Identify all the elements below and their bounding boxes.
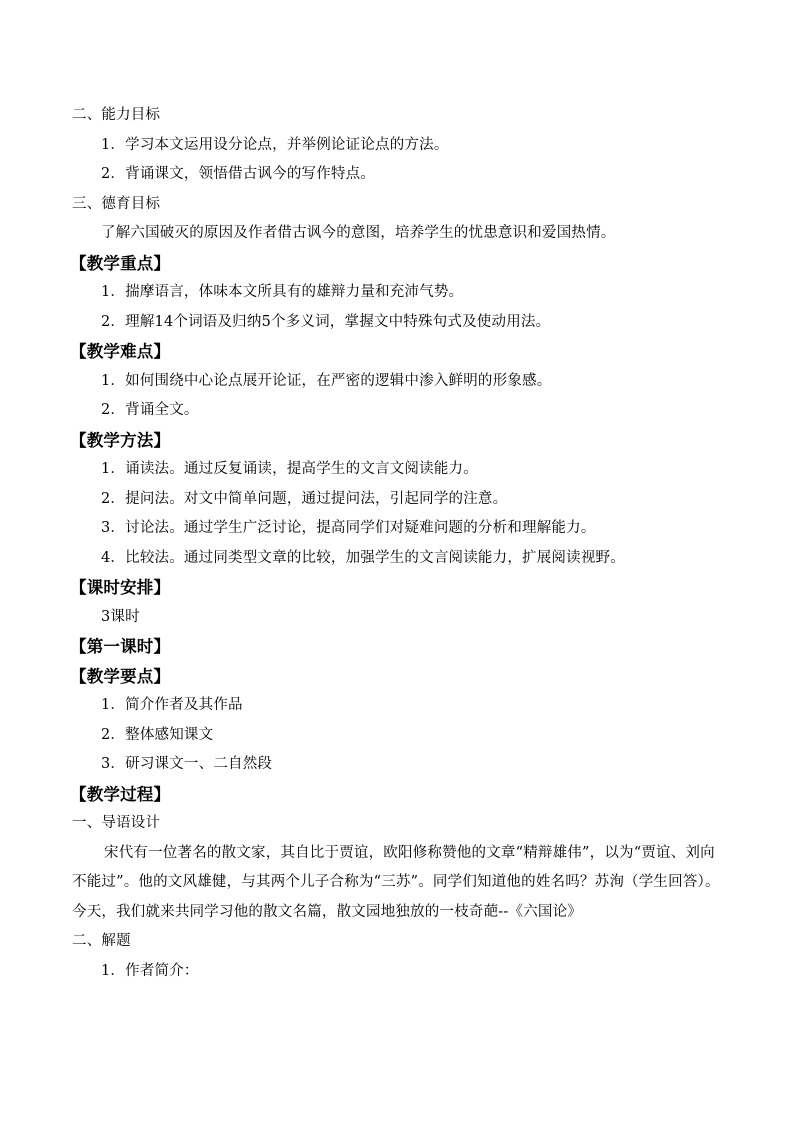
heading-teaching-focus: 【教学重点】	[70, 253, 171, 273]
list-item: 1．如何围绕中心论点展开论证，在严密的逻辑中渗入鲜明的形象感。	[101, 372, 552, 389]
list-item: 4．比较法。通过同类型文章的比较，加强学生的文言阅读能力，扩展阅读视野。	[101, 549, 625, 566]
heading-teaching-process: 【教学过程】	[70, 784, 171, 804]
list-item: 了解六国破灭的原因及作者借古讽今的意图，培养学生的忧患意识和爱国热情。	[101, 225, 616, 241]
heading-class-schedule: 【课时安排】	[70, 578, 171, 597]
list-item: 3．研习课文一、二自然段	[101, 756, 273, 772]
list-item: 2．整体感知课文	[101, 726, 214, 743]
heading-teaching-difficulty: 【教学难点】	[70, 342, 171, 361]
section-moral-goals: 三、德育目标	[72, 195, 161, 212]
heading-teaching-points: 【教学要点】	[70, 666, 171, 686]
heading-first-period: 【第一课时】	[70, 637, 171, 656]
list-item: 1．简介作者及其作品	[101, 697, 243, 713]
intro-paragraph: 宋代有一位著名的散文家，其自比于贾谊，欧阳修称赞他的文章“精辩雄伟”，以为“贾谊、刘向不能过”。他的文风雄健，与其两个儿子合称为“三苏”。同学们知道他的姓名吗？苏洵（学生回答）。今天，我们就来共同学习他的散文名篇，散文园地独放的一枝奇葩--《六国论》	[72, 844, 720, 920]
list-item: 2．背诵课文，领悟借古讽今的写作特点。	[101, 166, 376, 182]
document-body	[72, 101, 732, 986]
list-item: 3课时	[101, 608, 140, 625]
list-item: 1．诵读法。通过反复诵读，提高学生的文言文阅读能力。	[101, 461, 478, 477]
list-item: 2．理解14个词语及归纳5个多义词，掌握文中特殊句式及使动用法。	[101, 313, 551, 330]
list-item: 1．揣摩语言，体味本文所具有的雄辩力量和充沛气势。	[101, 284, 464, 300]
list-item: 2．背诵全文。	[101, 402, 199, 418]
section-intro-design: 一、导语设计	[72, 815, 161, 831]
list-item: 1．作者简介：	[101, 962, 199, 979]
section-ability-goals: 二、能力目标	[72, 107, 161, 123]
section-title-explanation: 二、解题	[72, 933, 131, 949]
heading-teaching-methods: 【教学方法】	[70, 430, 171, 450]
list-item: 3．讨论法。通过学生广泛讨论，提高同学们对疑难问题的分析和理解能力。	[101, 520, 596, 536]
list-item: 2．提问法。对文中简单问题，通过提问法，引起同学的注意。	[101, 490, 508, 507]
list-item: 1．学习本文运用设分论点，并举例论证论点的方法。	[101, 136, 449, 153]
